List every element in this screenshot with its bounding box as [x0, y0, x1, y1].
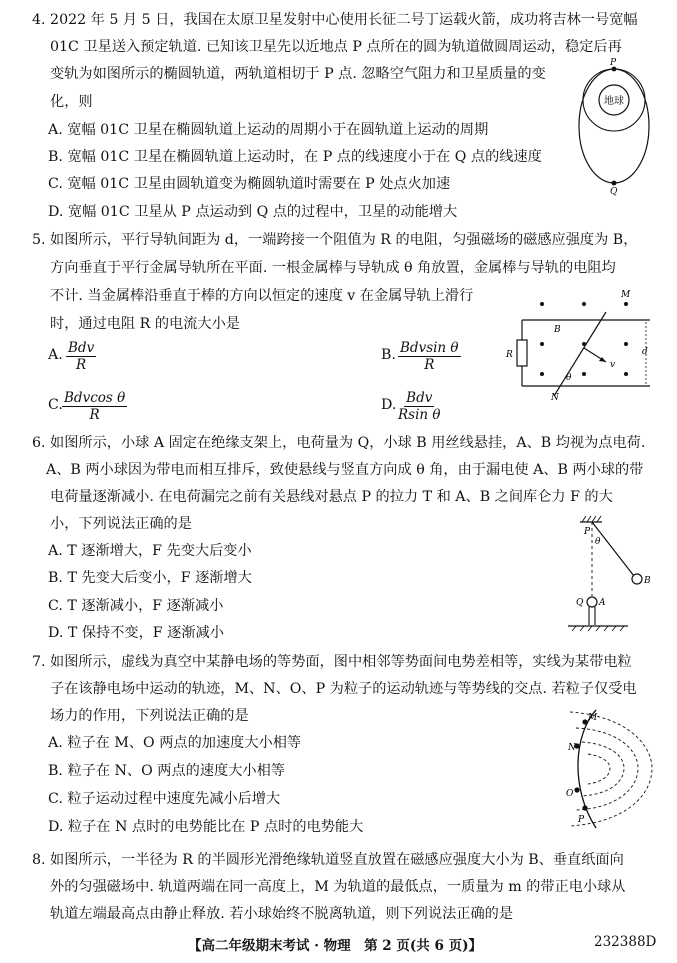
q5-line-3: 不计. 当金属棒沿垂直于棒的方向以恒定的速度 v 在金属导轨上滑行	[50, 288, 474, 304]
satellite-orbit-figure	[568, 56, 668, 196]
q5-line-4: 时，通过电阻 R 的电流大小是	[50, 316, 240, 332]
particle-trajectory	[578, 710, 596, 828]
point-q-dot	[612, 181, 617, 186]
point-q-label: Q	[610, 187, 618, 196]
point-m-dot	[582, 719, 587, 724]
q6-option-d: D. T 保持不变，F 逐渐减小	[48, 625, 224, 641]
q5-option-c-numerator: Bdvcos θ	[64, 390, 126, 406]
point-m-label: M	[621, 290, 631, 300]
q5-option-a-numerator: Bdv	[68, 340, 95, 356]
q5-option-a-fraction	[66, 340, 96, 373]
q7-option-a: A. 粒子在 M、O 两点的加速度大小相等	[48, 735, 302, 751]
silk-string	[592, 522, 634, 576]
point-m-label: M	[588, 713, 598, 723]
q4-option-b: B. 宽幅 01C 卫星在椭圆轨道上运动时，在 P 点的线速度小于在 Q 点的线速度	[48, 149, 542, 165]
point-p-label: P	[610, 58, 617, 68]
q8-line-3: 轨道左端最高点由静止释放. 若小球始终不脱离轨道，则下列说法正确的是	[50, 906, 514, 922]
point-p-dot	[582, 805, 587, 810]
q6-line-3: 电荷量逐渐减小. 在电荷漏完之前有关悬线对悬点 P 的拉力 T 和 A、B 之间库仑力 F 的大	[50, 489, 613, 505]
q4-option-c: C. 宽幅 01C 卫星由圆轨道变为椭圆轨道时需要在 P 处点火加速	[48, 176, 451, 192]
q5-option-d-denominator: Rsin θ	[398, 407, 441, 423]
point-p-label: P	[584, 527, 591, 537]
q5-option-b-fraction	[398, 340, 461, 373]
q5-option-d-fraction	[396, 390, 443, 423]
q4-line-1: 4. 2022 年 5 月 5 日，我国在太原卫星发射中心使用长征二号丁运载火箭，成功将吉林一号宽幅	[32, 12, 638, 28]
ball-b	[632, 574, 642, 584]
field-b-label: B	[554, 325, 561, 335]
angle-theta-label: θ	[566, 373, 572, 383]
q6-line-1: 6. 如图所示，小球 A 固定在绝缘支架上，电荷量为 Q，小球 B 用丝线悬挂，A、B 均视为点电荷.	[32, 435, 646, 451]
q5-line-1: 5. 如图所示，平行导轨间距为 d，一端跨接一个阻值为 R 的电阻，匀强磁场的磁感应强度为 B，	[32, 232, 638, 248]
q5-option-b-letter: B.	[381, 347, 396, 363]
q6-option-c: C. T 逐渐减小，F 逐渐减小	[48, 598, 224, 614]
q4-option-d: D. 宽幅 01C 卫星从 P 点运动到 Q 点的过程中，卫星的动能增大	[48, 204, 458, 220]
point-n-label: N	[551, 393, 559, 403]
q5-option-c-fraction	[62, 390, 127, 423]
q5-option-b-numerator: Bdvsin θ	[400, 340, 459, 356]
q5-option-b-denominator: R	[424, 357, 435, 373]
q6-line-2: A、B 两小球因为带电而相互排斥，致使悬线与竖直方向成 θ 角，由于漏电使 A、B 两小球的带	[46, 462, 644, 478]
q6-option-a: A. T 逐渐增大，F 先变大后变小	[48, 543, 252, 559]
angle-theta-label: θ	[595, 537, 601, 547]
q8-line-2: 外的匀强磁场中. 轨道两端在同一高度上，M 为轨道的最低点，一质量为 m 的带正电小球从	[50, 879, 626, 895]
q5-option-d-letter: D.	[381, 397, 397, 413]
point-n-label: N	[568, 743, 576, 753]
ball-a	[587, 597, 597, 607]
velocity-label: v	[610, 360, 616, 370]
pendulum-figure	[568, 514, 668, 634]
distance-d-label: d	[642, 347, 648, 357]
q7-line-1: 7. 如图所示，虚线为真空中某静电场的等势面，图中相邻等势面间电势差相等，实线为某带电粒	[32, 654, 632, 670]
exam-code: 232388D	[594, 934, 657, 950]
point-o-label: O	[566, 789, 574, 799]
point-o-dot	[574, 787, 579, 792]
q6-option-b: B. T 先变大后变小，F 逐渐增大	[48, 570, 252, 586]
q4-line-3: 变轨为如图所示的椭圆轨道，两轨道相切于 P 点. 忽略空气阻力和卫星质量的变	[50, 66, 546, 82]
page-footer: 【高二年级期末考试 · 物理 第 2 页(共 6 页)】	[188, 938, 482, 954]
resistor-icon	[517, 340, 527, 366]
equipotential-figure	[548, 706, 658, 830]
elliptical-orbit	[579, 69, 649, 183]
q7-option-d: D. 粒子在 N 点时的电势能比在 P 点时的电势能大	[48, 819, 364, 835]
q5-option-a-letter: A.	[48, 347, 63, 363]
point-p-label: P	[578, 815, 585, 825]
q4-line-4: 化，则	[50, 94, 93, 110]
q5-option-d-numerator: Bdv	[406, 390, 433, 406]
earth-label: 地球	[604, 96, 624, 107]
q6-line-4: 小，下列说法正确的是	[50, 516, 192, 532]
metal-rod	[554, 312, 606, 396]
ball-b-label: B	[644, 576, 651, 586]
q7-line-2: 子在该静电场中运动的轨迹，M、N、O、P 为粒子的运动轨迹与等势线的交点. 若粒子仅受电	[50, 681, 637, 697]
q4-option-a: A. 宽幅 01C 卫星在椭圆轨道上运动的周期小于在圆轨道上运动的周期	[48, 122, 489, 138]
q5-option-a-denominator: R	[76, 357, 87, 373]
rail-magnetic-figure	[502, 288, 662, 418]
q7-option-c: C. 粒子运动过程中速度先减小后增大	[48, 791, 281, 807]
q7-option-b: B. 粒子在 N、O 两点的速度大小相等	[48, 763, 285, 779]
equipotential-lines	[570, 712, 652, 826]
ball-a-label: A	[599, 598, 606, 608]
q5-option-c-letter: C.	[48, 397, 63, 413]
q5-option-c-denominator: R	[89, 407, 100, 423]
q5-line-2: 方向垂直于平行金属导轨所在平面. 一根金属棒与导轨成 θ 角放置，金属棒与导轨的电阻均	[50, 260, 616, 276]
resistor-label: R	[506, 350, 513, 360]
charge-q-label: Q	[576, 598, 584, 608]
q7-line-3: 场力的作用，下列说法正确的是	[50, 708, 249, 724]
q8-line-1: 8. 如图所示，一半径为 R 的半圆形光滑绝缘轨道竖直放置在磁感应强度大小为 B、垂直纸面向	[32, 852, 624, 868]
q4-line-2: 01C 卫星送入预定轨道. 已知该卫星先以近地点 P 点所在的圆为轨道做圆周运动，稳定后再	[50, 39, 622, 55]
